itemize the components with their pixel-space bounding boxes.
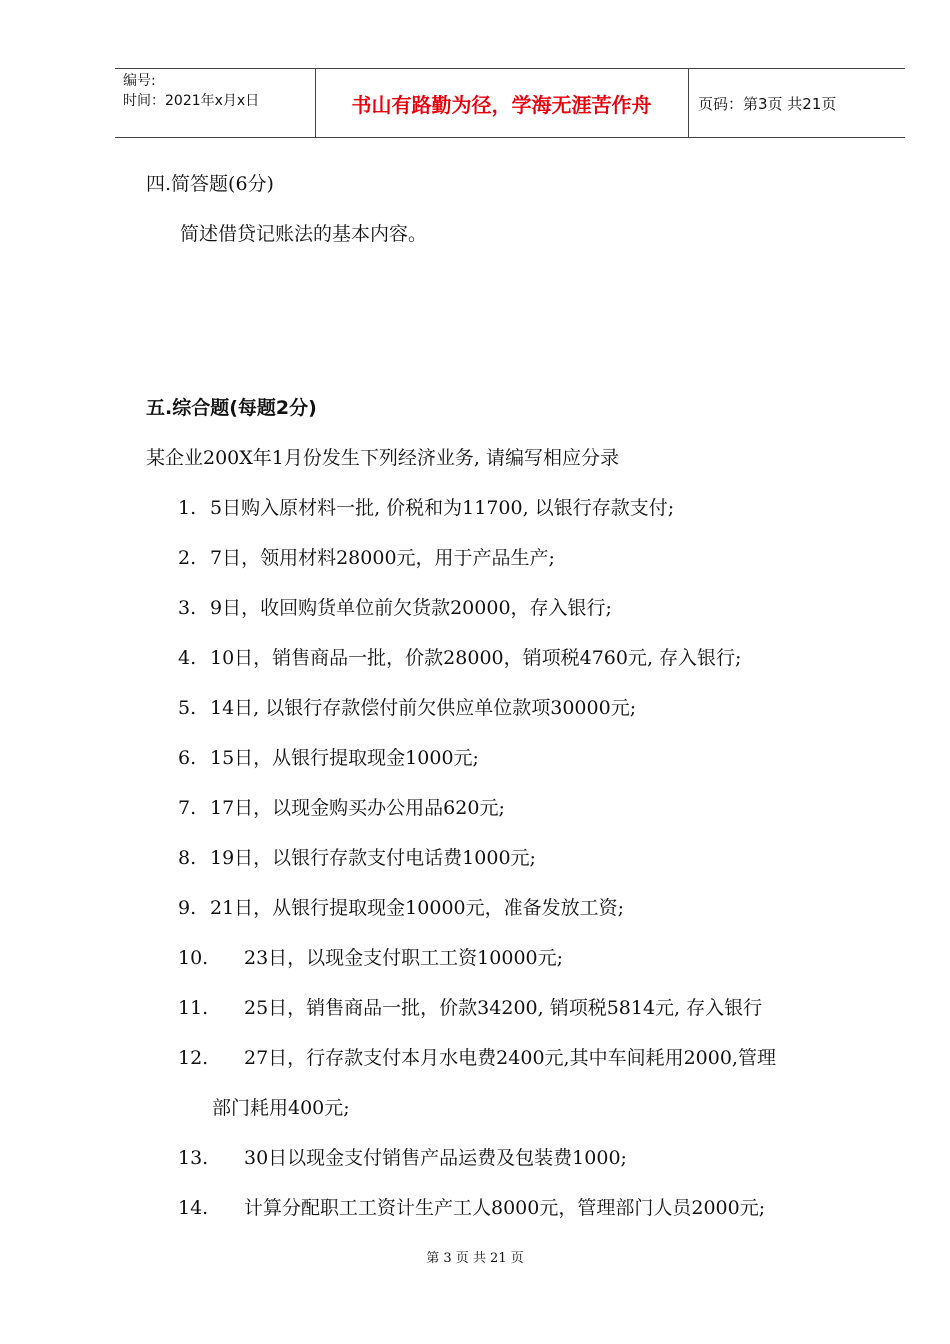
- list-item-number: 10.: [178, 947, 209, 969]
- list-item-number: 4.: [178, 647, 197, 669]
- list-item: 17日，以现金购买办公用品620元;: [210, 797, 505, 819]
- list-item-number: 7.: [178, 797, 197, 819]
- list-item: 7日，领用材料28000元，用于产品生产;: [210, 547, 555, 569]
- list-item: 计算分配职工工资计生产工人8000元，管理部门人员2000元;: [244, 1197, 766, 1219]
- list-item-number: 6.: [178, 747, 197, 769]
- header-motto: 书山有路勤为径，学海无涯苦作舟: [315, 69, 689, 137]
- header-page-info: 页码：第3页 共21页: [698, 94, 837, 113]
- section5-title: 五.综合题(每题2分): [146, 397, 317, 419]
- list-item-number: 11.: [178, 997, 209, 1019]
- list-item-number: 12.: [178, 1047, 209, 1069]
- list-item: 23日，以现金支付职工工资10000元;: [244, 947, 564, 969]
- list-item-number: 14.: [178, 1197, 209, 1219]
- list-item-continuation: 部门耗用400元;: [212, 1097, 350, 1119]
- doc-number-label: 编号:: [123, 73, 156, 89]
- section5-intro: 某企业200X年1月份发生下列经济业务, 请编写相应分录: [146, 447, 619, 469]
- page-header: [115, 68, 905, 138]
- list-item: 9日，收回购货单位前欠货款20000，存入银行;: [210, 597, 612, 619]
- list-item-number: 8.: [178, 847, 197, 869]
- list-item: 19日，以银行存款支付电话费1000元;: [210, 847, 536, 869]
- list-item: 30日以现金支付销售产品运费及包装费1000;: [244, 1147, 627, 1169]
- list-item-number: 9.: [178, 897, 197, 919]
- doc-time-label: 时间：2021年x月x日: [123, 93, 260, 109]
- page-footer: 第 3 页 共 21 页: [426, 1251, 524, 1266]
- header-meta: [115, 69, 316, 137]
- section4-title: 四.简答题(6分): [146, 173, 274, 195]
- list-item-number: 2.: [178, 547, 197, 569]
- list-item-number: 5.: [178, 697, 197, 719]
- list-item: 21日，从银行提取现金10000元，准备发放工资;: [210, 897, 625, 919]
- section4-question: 简述借贷记账法的基本内容。: [180, 223, 428, 245]
- list-item-number: 13.: [178, 1147, 209, 1169]
- list-item: 5日购入原材料一批, 价税和为11700, 以银行存款支付;: [210, 497, 675, 519]
- list-item: 27日，行存款支付本月水电费2400元,其中车间耗用2000,管理: [244, 1047, 776, 1069]
- list-item: 10日，销售商品一批，价款28000，销项税4760元, 存入银行;: [210, 647, 742, 669]
- list-item-number: 3.: [178, 597, 197, 619]
- list-item: 14日, 以银行存款偿付前欠供应单位款项30000元;: [210, 697, 637, 719]
- list-item-number: 1.: [178, 497, 197, 519]
- list-item: 15日，从银行提取现金1000元;: [210, 747, 479, 769]
- list-item: 25日，销售商品一批，价款34200, 销项税5814元, 存入银行: [244, 997, 763, 1019]
